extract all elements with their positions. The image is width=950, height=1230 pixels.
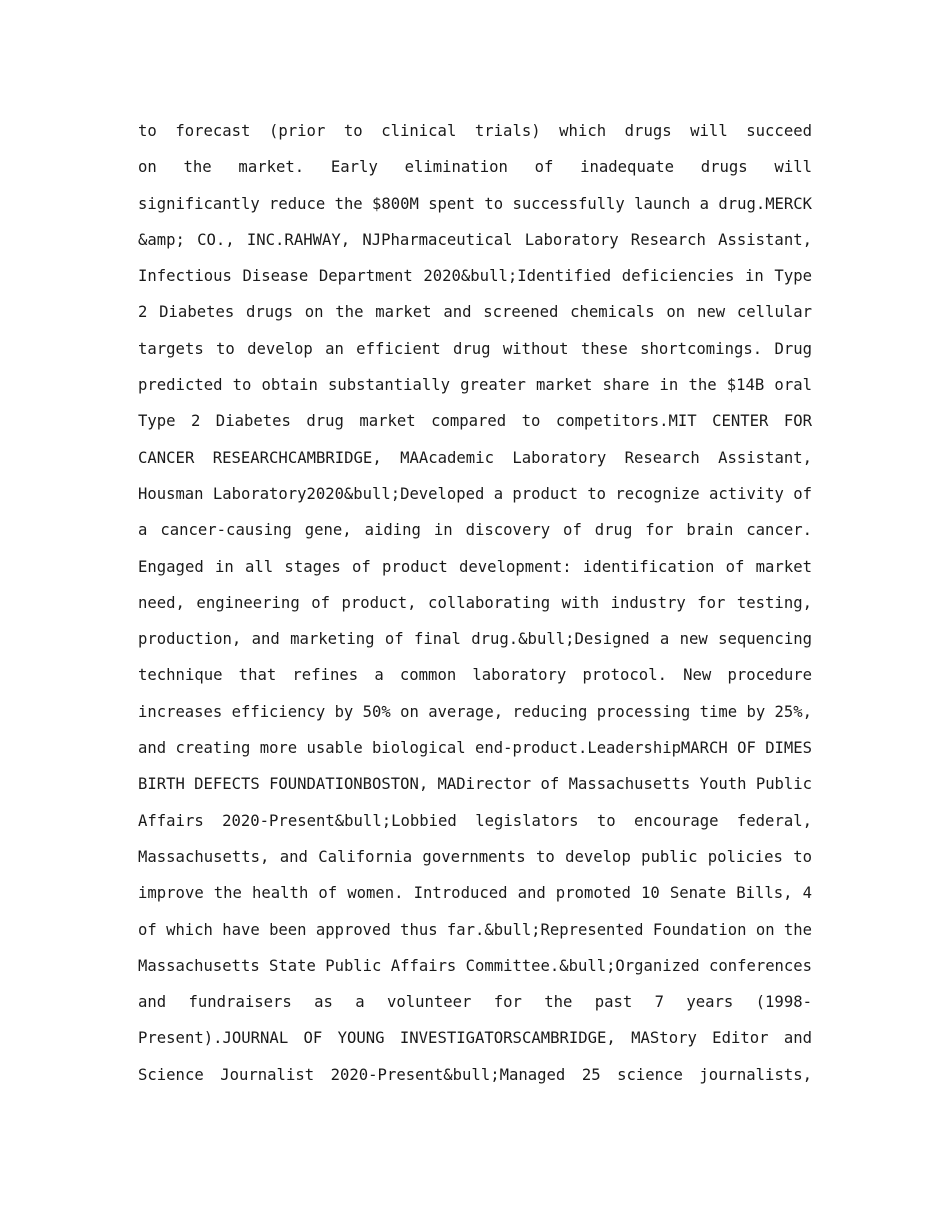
- text-line-18: and creating more usable biological end-product.LeadershipMARCH OF DIMES: [138, 739, 812, 758]
- text-line-14: need, engineering of product, collaborating with industry for testing,: [138, 593, 812, 612]
- text-line-13: Engaged in all stages of product development: identification of market: [138, 557, 812, 576]
- body-text: [138, 113, 812, 1093]
- text-line-5: Infectious Disease Department 2020&bull;Identified deficiencies in Type: [138, 267, 812, 286]
- text-line-17: increases efficiency by 50% on average, reducing processing time by 25%,: [138, 702, 812, 721]
- text-line-24: Massachusetts State Public Affairs Committee.&bull;Organized conferences: [138, 956, 812, 975]
- text-line-27: Science Journalist 2020-Present&bull;Managed 25 science journalists,: [138, 1065, 812, 1084]
- text-line-7: targets to develop an efficient drug without these shortcomings. Drug: [138, 339, 812, 358]
- text-line-25: and fundraisers as a volunteer for the past 7 years (1998-: [138, 993, 812, 1012]
- text-line-26: Present).JOURNAL OF YOUNG INVESTIGATORSCAMBRIDGE, MAStory Editor and: [138, 1029, 812, 1048]
- text-line-12: a cancer-causing gene, aiding in discovery of drug for brain cancer.: [138, 521, 812, 540]
- text-line-9: Type 2 Diabetes drug market compared to competitors.MIT CENTER FOR: [138, 412, 812, 431]
- text-line-11: Housman Laboratory2020&bull;Developed a product to recognize activity of: [138, 484, 812, 503]
- text-line-19: BIRTH DEFECTS FOUNDATIONBOSTON, MADirector of Massachusetts Youth Public: [138, 775, 812, 794]
- text-line-6: 2 Diabetes drugs on the market and screened chemicals on new cellular: [138, 303, 812, 322]
- text-line-3: significantly reduce the $800M spent to successfully launch a drug.MERCK: [138, 194, 812, 213]
- text-line-2: on the market. Early elimination of inadequate drugs will: [138, 158, 812, 177]
- text-line-20: Affairs 2020-Present&bull;Lobbied legislators to encourage federal,: [138, 811, 812, 830]
- text-line-10: CANCER RESEARCHCAMBRIDGE, MAAcademic Laboratory Research Assistant,: [138, 448, 812, 467]
- text-line-8: predicted to obtain substantially greater market share in the $14B oral: [138, 376, 812, 395]
- text-line-16: technique that refines a common laboratory protocol. New procedure: [138, 666, 812, 685]
- text-line-15: production, and marketing of final drug.&bull;Designed a new sequencing: [138, 630, 812, 649]
- text-line-23: of which have been approved thus far.&bull;Represented Foundation on the: [138, 920, 812, 939]
- text-line-22: improve the health of women. Introduced and promoted 10 Senate Bills, 4: [138, 884, 812, 903]
- text-line-4: &amp; CO., INC.RAHWAY, NJPharmaceutical Laboratory Research Assistant,: [138, 230, 812, 249]
- text-line-21: Massachusetts, and California governments to develop public policies to: [138, 847, 812, 866]
- text-line-1: to forecast (prior to clinical trials) which drugs will succeed: [138, 122, 812, 140]
